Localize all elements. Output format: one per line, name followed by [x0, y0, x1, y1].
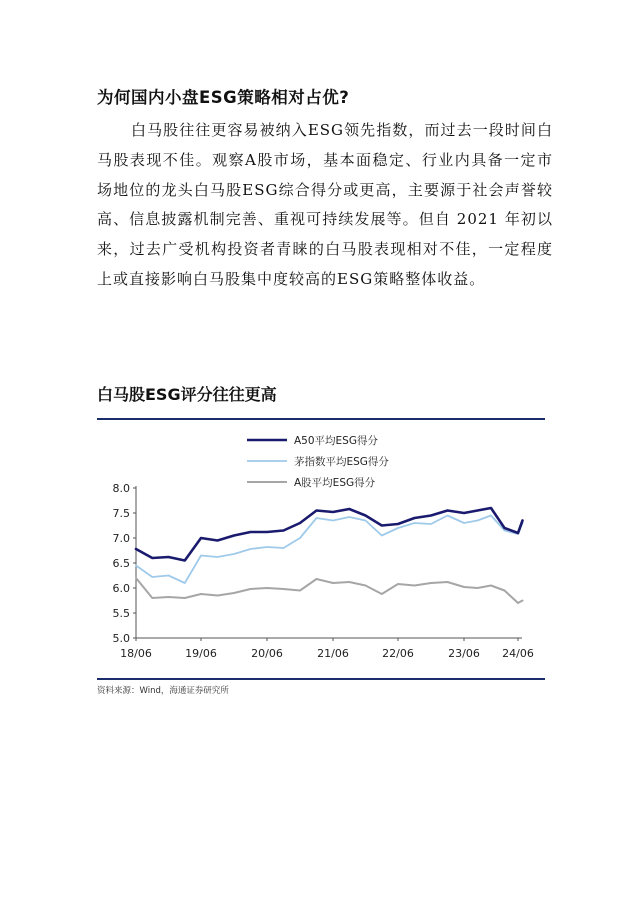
y-tick-label: 6.5: [112, 557, 130, 570]
x-tick-label: 22/06: [382, 647, 414, 660]
series-line: [136, 508, 523, 561]
series-line: [136, 578, 523, 603]
y-tick-label: 5.0: [112, 632, 130, 645]
chart-container: [97, 418, 545, 680]
chart-lines: [136, 508, 523, 603]
x-tick-label: 24/06: [502, 647, 534, 660]
line-chart: [97, 420, 545, 676]
y-tick-label: 7.0: [112, 532, 130, 545]
source-note: 资料来源：Wind，海通证券研究所: [97, 686, 229, 696]
chart-title: 白马股ESG评分往往更高: [97, 385, 277, 404]
body-paragraph: 白马股往往更容易被纳入ESG领先指数，而过去一段时间白马股表现不佳。观察A股市场，基本面稳定、行业内具备一定市场地位的龙头白马股ESG综合得分或更高，主要源于社会声誉较高、信息披露机制完善、重视可持续发展等。但自 2021 年初以来，过去广受机构投资者青睐的白马股表现相对不佳，一定程度上或直接影响白马股集中度较高的ESG策略整体收益。: [97, 121, 553, 288]
x-tick-label: 23/06: [448, 647, 480, 660]
legend-label: A股平均ESG得分: [294, 477, 376, 489]
y-tick-label: 7.5: [112, 507, 130, 520]
y-tick-label: 5.5: [112, 607, 130, 620]
x-tick-label: 20/06: [251, 647, 283, 660]
chart-legend: [247, 434, 389, 489]
y-tick-label: 6.0: [112, 582, 130, 595]
x-tick-label: 19/06: [185, 647, 217, 660]
x-tick-label: 18/06: [120, 647, 152, 660]
x-tick-label: 21/06: [317, 647, 349, 660]
legend-label: A50平均ESG得分: [294, 435, 378, 447]
section-heading: 为何国内小盘ESG策略相对占优?: [97, 88, 350, 107]
legend-label: 茅指数平均ESG得分: [294, 456, 389, 468]
chart-axes: [113, 482, 534, 660]
y-tick-label: 8.0: [112, 482, 130, 495]
